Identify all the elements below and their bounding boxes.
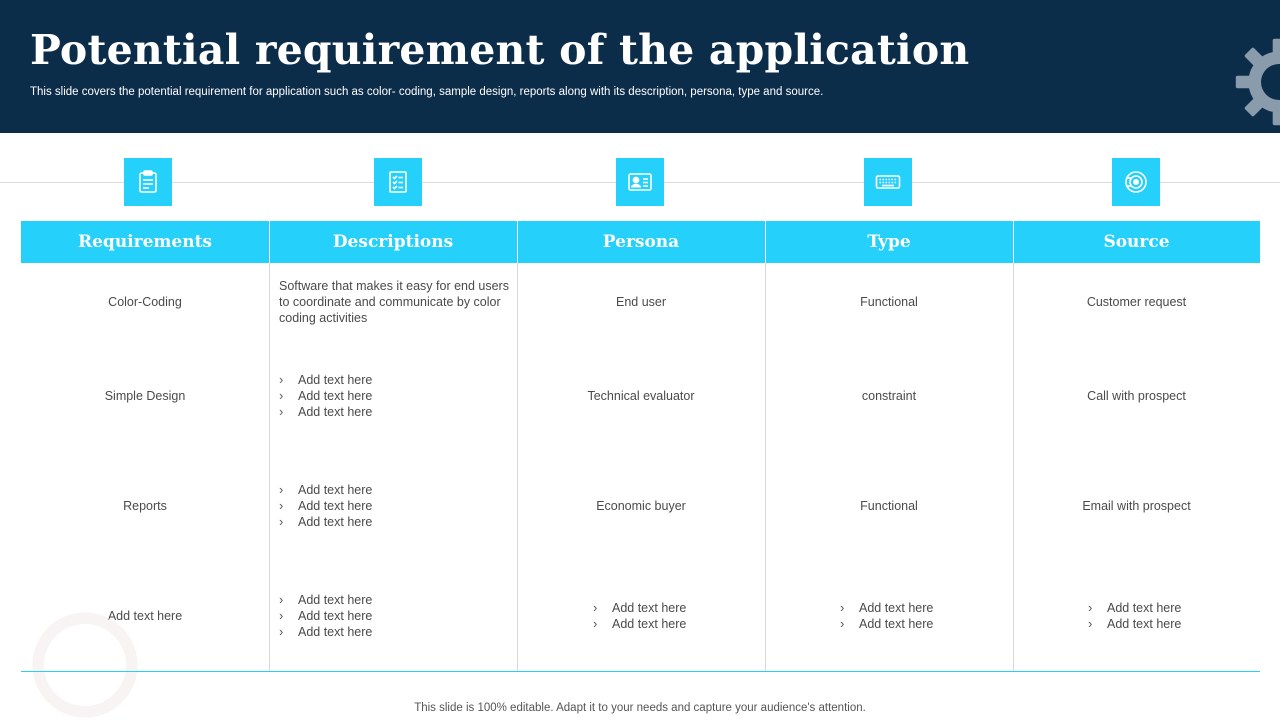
column-separator xyxy=(517,263,518,671)
list-item: › Add text here xyxy=(279,624,372,640)
list-item: › Add text here xyxy=(1088,600,1181,616)
list-item: › Add text here xyxy=(279,498,372,514)
row3-description-list xyxy=(279,482,372,530)
header-source: Source xyxy=(1013,221,1260,263)
row3-persona: Economic buyer xyxy=(596,499,686,513)
row2-source: Call with prospect xyxy=(1087,389,1186,403)
page-title: Potential requirement of the application xyxy=(30,26,970,74)
row4-persona-list xyxy=(593,600,686,632)
target-icon xyxy=(1112,158,1160,206)
list-item: › Add text here xyxy=(279,388,372,404)
clipboard-icon xyxy=(124,158,172,206)
footer-note: This slide is 100% editable. Adapt it to your needs and capture your audience's attention. xyxy=(414,702,866,714)
list-item: › Add text here xyxy=(840,616,933,632)
list-item: › Add text here xyxy=(279,404,372,420)
row4-type-list xyxy=(840,600,933,632)
row2-requirement: Simple Design xyxy=(104,389,186,403)
gear-icon xyxy=(1234,37,1280,127)
header-banner xyxy=(0,0,1280,133)
row1-source: Customer request xyxy=(1086,295,1187,309)
row1-description: Software that makes it easy for end users to coordinate and communicate by color coding activities xyxy=(279,279,509,325)
row4-source-list xyxy=(1088,600,1181,632)
list-item: › Add text here xyxy=(279,482,372,498)
header-separator xyxy=(1013,221,1014,263)
column-separator xyxy=(1013,263,1014,671)
id-card-icon xyxy=(616,158,664,206)
table-bottom-border xyxy=(21,671,1260,672)
row4-requirement: Add text here xyxy=(107,609,183,623)
list-item: › Add text here xyxy=(279,608,372,624)
row1-requirement: Color-Coding xyxy=(108,295,182,309)
row1-persona: End user xyxy=(615,295,667,309)
keyboard-icon xyxy=(864,158,912,206)
row3-requirement: Reports xyxy=(123,499,167,513)
list-item: › Add text here xyxy=(593,600,686,616)
column-separator xyxy=(269,263,270,671)
list-item: › Add text here xyxy=(279,592,372,608)
row4-description-list xyxy=(279,592,372,640)
row2-type: constraint xyxy=(861,389,917,403)
list-item: › Add text here xyxy=(593,616,686,632)
header-requirements: Requirements xyxy=(21,221,269,263)
checklist-icon xyxy=(374,158,422,206)
row2-persona: Technical evaluator xyxy=(587,389,695,403)
header-type: Type xyxy=(765,221,1013,263)
row2-description-list xyxy=(279,372,372,420)
list-item: › Add text here xyxy=(279,372,372,388)
column-separator xyxy=(765,263,766,671)
header-separator xyxy=(765,221,766,263)
header-separator xyxy=(269,221,270,263)
header-separator xyxy=(517,221,518,263)
page-subtitle: This slide covers the potential requirement for application such as color- coding, sample design, reports along with its description, persona, type and source. xyxy=(30,86,824,98)
list-item: › Add text here xyxy=(279,514,372,530)
row1-type: Functional xyxy=(860,295,918,309)
row3-source: Email with prospect xyxy=(1082,499,1191,513)
header-persona: Persona xyxy=(517,221,765,263)
list-item: › Add text here xyxy=(1088,616,1181,632)
list-item: › Add text here xyxy=(840,600,933,616)
row3-type: Functional xyxy=(860,499,918,513)
header-descriptions: Descriptions xyxy=(269,221,517,263)
